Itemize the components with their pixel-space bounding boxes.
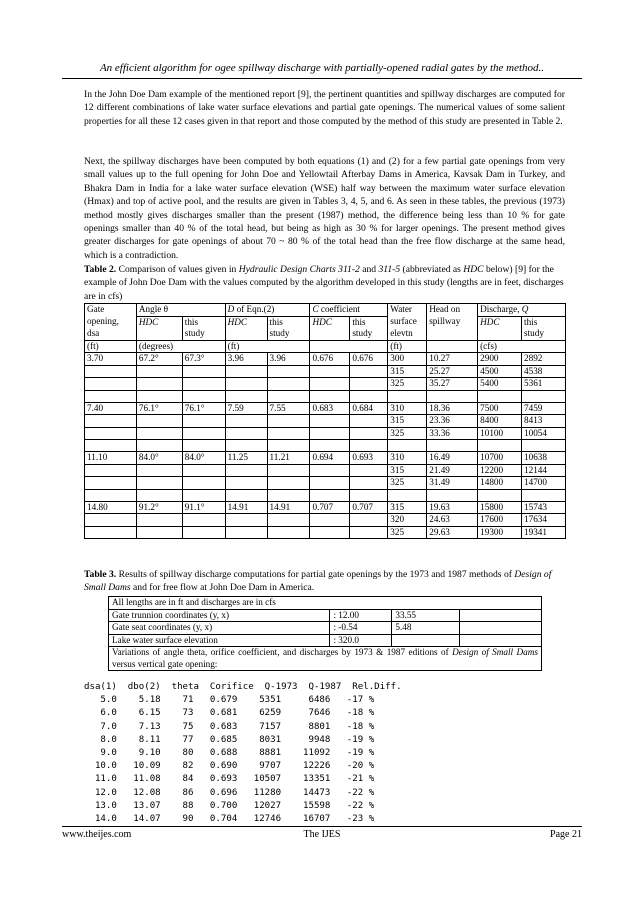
caption-italic: Design of Small Dams — [84, 569, 552, 594]
cell-d-this: 3.96 — [267, 353, 310, 366]
cell-head: 18.36 — [427, 402, 478, 415]
header-this — [350, 316, 388, 340]
header-water: Water — [388, 304, 427, 317]
cell-opening — [85, 378, 137, 391]
cell-angle-this — [182, 477, 225, 490]
table-row — [85, 402, 566, 415]
spacer-row — [85, 390, 566, 402]
data-line: 14.0 14.07 90 0.704 12746 16707 -23 % — [84, 814, 375, 825]
empty-cell — [310, 440, 350, 452]
header-text: this — [524, 316, 538, 327]
empty-cell — [427, 390, 478, 402]
caption-italic: 311-5 — [378, 264, 401, 275]
caption-italic: HDC — [463, 264, 484, 275]
cell-angle-hdc: 91.2° — [136, 501, 182, 514]
table-3 — [108, 596, 542, 671]
caption-text: and — [359, 264, 379, 275]
cell-q-this: 19341 — [522, 526, 566, 539]
empty-cell — [522, 489, 566, 501]
cell-opening — [85, 514, 137, 527]
cell-d-hdc — [225, 514, 267, 527]
data-line: 6.0 6.15 73 0.681 6259 7646 -18 % — [84, 708, 375, 719]
unit-cell — [427, 340, 478, 353]
cell-d-hdc — [225, 477, 267, 490]
cell-d-this — [267, 415, 310, 428]
header-text: study — [184, 328, 205, 338]
cell-c-hdc: 0.683 — [310, 402, 350, 415]
unit-cell: (degrees) — [136, 340, 225, 353]
empty-cell — [182, 440, 225, 452]
cell-d-this — [267, 526, 310, 539]
units-note: All lengths are in ft and discharges are in cfs — [109, 597, 542, 610]
header-text: this — [269, 316, 283, 327]
cell-angle-this: 76.1° — [182, 402, 225, 415]
cell-q-this: 10638 — [522, 452, 566, 465]
cell-q-hdc: 8400 — [478, 415, 522, 428]
cell-d-hdc — [225, 365, 267, 378]
empty-cell — [478, 390, 522, 402]
cell-wse: 320 — [388, 514, 427, 527]
cell-q-hdc: 5400 — [478, 378, 522, 391]
cell-opening — [85, 526, 137, 539]
cell-c-hdc — [310, 415, 350, 428]
cell-c-this: 0.684 — [350, 402, 388, 415]
cell-angle-hdc — [136, 427, 182, 440]
empty-cell — [85, 489, 137, 501]
header-text: Discharge, — [480, 304, 522, 314]
spacer-row — [85, 440, 566, 452]
cell-c-hdc: 0.694 — [310, 452, 350, 465]
header-text: elevtn — [390, 327, 413, 338]
header-d — [225, 304, 310, 317]
cell-head: 25.27 — [427, 365, 478, 378]
cell-c-hdc — [310, 514, 350, 527]
cell-c-this: 0.707 — [350, 501, 388, 514]
table-row — [85, 477, 566, 490]
cell-head: 21.49 — [427, 464, 478, 477]
header-rule — [62, 78, 582, 79]
empty-cell — [225, 390, 267, 402]
footer-rule — [62, 826, 582, 827]
cell-opening — [85, 464, 137, 477]
empty-cell — [522, 440, 566, 452]
spacer-row — [85, 489, 566, 501]
cell-q-this: 8413 — [522, 415, 566, 428]
cell-q-hdc: 17600 — [478, 514, 522, 527]
cell-c-this — [350, 464, 388, 477]
table3-row — [109, 609, 542, 622]
empty-cell — [388, 390, 427, 402]
trunnion-x: 33.55 — [392, 609, 460, 622]
empty-cell — [85, 440, 137, 452]
cell-wse: 310 — [388, 402, 427, 415]
cell-angle-hdc — [136, 378, 182, 391]
cell-wse: 325 — [388, 477, 427, 490]
data-line: 11.0 11.08 84 0.693 10507 13351 -21 % — [84, 774, 375, 785]
data-line: 10.0 10.09 82 0.690 9707 12226 -20 % — [84, 761, 375, 772]
empty-cell — [460, 609, 542, 622]
cell-d-this: 7.55 — [267, 402, 310, 415]
cell-c-this: 0.693 — [350, 452, 388, 465]
cell-c-hdc — [310, 477, 350, 490]
empty-cell — [460, 634, 542, 647]
cell-d-hdc — [225, 464, 267, 477]
paragraph-1: In the John Doe Dam example of the mentioned report [9], the pertinent quantities and spillway discharges are computed for 12 different combinations of lake water surface elevations and partial gate openings. The numerical values of some salient properties for all these 12 cases given in that report and those computed by the method of this study are presented in Table 2. — [84, 89, 565, 127]
table2-header-row — [85, 316, 566, 340]
header-this — [267, 316, 310, 340]
unit-cell: (ft) — [85, 340, 137, 353]
cell-angle-this — [182, 427, 225, 440]
table-row — [85, 514, 566, 527]
cell-angle-hdc — [136, 514, 182, 527]
cell-q-this: 2892 — [522, 353, 566, 366]
unit-cell — [310, 340, 388, 353]
cell-d-hdc — [225, 415, 267, 428]
cell-head: 23.36 — [427, 415, 478, 428]
cell-angle-hdc — [136, 477, 182, 490]
data-line: 12.0 12.08 86 0.696 11280 14473 -22 % — [84, 787, 375, 798]
cell-d-hdc — [225, 427, 267, 440]
caption-text: and for free flow at John Doe Dam in America. — [130, 582, 315, 594]
header-text: Gate — [87, 304, 105, 314]
empty-cell — [136, 489, 182, 501]
caption-italic: Hydraulic Design Charts 311-2 — [238, 264, 360, 275]
cell-d-hdc: 14.91 — [225, 501, 267, 514]
cell-c-this — [350, 477, 388, 490]
cell-d-this: 14.91 — [267, 501, 310, 514]
header-hdc: HDC — [478, 316, 522, 340]
cell-q-hdc: 7500 — [478, 402, 522, 415]
cell-c-hdc — [310, 427, 350, 440]
table2-body — [85, 304, 566, 539]
table2-header-row — [85, 304, 566, 317]
table-2 — [84, 303, 566, 539]
cell-head: 10.27 — [427, 353, 478, 366]
cell-opening: 7.40 — [85, 402, 137, 415]
cell-angle-hdc — [136, 415, 182, 428]
table3-label: Table 3. — [84, 569, 117, 580]
cell-angle-hdc: 84.0° — [136, 452, 182, 465]
caption-text: below) [9] for the example of John Doe Dam with the values computed by the algorithm developed in this study (lengths are in feet, discharges are in cfs) — [84, 264, 564, 302]
cell-head: 33.36 — [427, 427, 478, 440]
cell-wse: 315 — [388, 415, 427, 428]
cell-q-hdc: 15800 — [478, 501, 522, 514]
paragraph-2: Next, the spillway discharges have been computed by both equations (1) and (2) for a few partial gate openings from very small values up to the full opening for John Doe and Yellowtail Afterbay Dams in America, Kavsak Dam in Turkey, and Bhakra Dam in India for a lake water surface elevation (WSE) half way between the maximum water surface elevation (Hmax) and top of active pool, and the results are given in Tables 3, 4, 5, and 6. As seen in these tables, the previous (1973) method mostly gives discharges smaller than the present (1987) method, the difference being less than 10 % for gate openings smaller than 40 % of the total head, but being as high as 30 % for larger openings. The present method gives greater discharges for gate openings of about 70 ~ 80 % of the total head than the free flow discharge at the same head, which is a contradiction. — [84, 156, 565, 261]
trunnion-label: Gate trunnion coordinates (y, x) — [109, 609, 330, 622]
header-hdc: HDC — [136, 316, 182, 340]
cell-q-this: 17634 — [522, 514, 566, 527]
header-this — [522, 316, 566, 340]
footer-journal: The IJES — [303, 829, 341, 840]
cell-angle-hdc — [136, 464, 182, 477]
cell-d-this — [267, 378, 310, 391]
cell-d-hdc: 3.96 — [225, 353, 267, 366]
cell-angle-this: 67.3° — [182, 353, 225, 366]
header-gate — [85, 304, 137, 317]
table3-data-block — [84, 681, 402, 826]
cell-c-hdc — [310, 464, 350, 477]
cell-wse: 300 — [388, 353, 427, 366]
empty-cell — [478, 489, 522, 501]
cell-q-this: 7459 — [522, 402, 566, 415]
seat-label: Gate seat coordinates (y, x) — [109, 622, 330, 635]
cell-d-this — [267, 477, 310, 490]
header-text: this — [352, 316, 366, 327]
header-text: study — [524, 328, 544, 338]
cell-head: 29.63 — [427, 526, 478, 539]
cell-wse: 325 — [388, 378, 427, 391]
cell-d-hdc: 7.59 — [225, 402, 267, 415]
lake-value: : 320.0 — [330, 634, 392, 647]
data-header-line: dsa(1) dbo(2) theta Corifice Q-1973 Q-1987 Rel.Diff. — [84, 682, 402, 692]
header-text: coefficient — [318, 304, 360, 314]
empty-cell — [392, 634, 460, 647]
cell-c-hdc — [310, 378, 350, 391]
header-c — [310, 304, 388, 317]
table2-caption — [84, 263, 565, 303]
cell-angle-this — [182, 526, 225, 539]
note-text: versus vertical gate opening: — [112, 658, 218, 669]
cell-d-this — [267, 514, 310, 527]
cell-c-hdc — [310, 526, 350, 539]
header-this — [182, 316, 225, 340]
cell-angle-hdc: 76.1° — [136, 402, 182, 415]
table-row — [85, 415, 566, 428]
table3-row — [109, 597, 542, 610]
cell-c-this — [350, 514, 388, 527]
empty-cell — [350, 390, 388, 402]
cell-opening — [85, 415, 137, 428]
cell-head: 31.49 — [427, 477, 478, 490]
cell-c-this — [350, 427, 388, 440]
empty-cell — [427, 440, 478, 452]
empty-cell — [350, 440, 388, 452]
cell-c-this — [350, 415, 388, 428]
header-text: Q — [521, 304, 529, 314]
table-row — [85, 526, 566, 539]
empty-cell — [388, 440, 427, 452]
unit-cell: (ft) — [388, 340, 427, 353]
cell-wse: 315 — [388, 501, 427, 514]
header-angle: Angle θ — [136, 304, 225, 317]
header-text: study — [352, 328, 373, 338]
seat-x: 5.48 — [392, 622, 460, 635]
footer-page-number: Page 21 — [550, 829, 582, 840]
header-hdc: HDC — [310, 316, 350, 340]
cell-angle-this — [182, 415, 225, 428]
header-text: dsa — [87, 327, 100, 338]
table3-row — [109, 634, 542, 647]
cell-d-this — [267, 365, 310, 378]
cell-q-this: 10054 — [522, 427, 566, 440]
table2-label: Table 2. — [84, 264, 117, 275]
table-row — [85, 452, 566, 465]
cell-q-hdc: 4500 — [478, 365, 522, 378]
cell-d-hdc: 11.25 — [225, 452, 267, 465]
caption-text: Comparison of values given in — [116, 264, 239, 275]
table-row — [85, 353, 566, 366]
table3-row — [109, 622, 542, 635]
cell-q-this: 14700 — [522, 477, 566, 490]
empty-cell — [267, 489, 310, 501]
cell-angle-this — [182, 378, 225, 391]
cell-c-this — [350, 378, 388, 391]
cell-c-this: 0.676 — [350, 353, 388, 366]
trunnion-y: : 12.00 — [330, 609, 392, 622]
header-head: Head on — [427, 304, 478, 317]
unit-cell: (ft) — [225, 340, 310, 353]
table-row — [85, 378, 566, 391]
header-text: C — [312, 304, 319, 314]
cell-q-this: 5361 — [522, 378, 566, 391]
empty-cell — [182, 489, 225, 501]
cell-q-hdc: 10700 — [478, 452, 522, 465]
data-line: 9.0 9.10 80 0.688 8881 11092 -19 % — [84, 748, 375, 759]
seat-y: : -0.54 — [330, 622, 392, 635]
header-discharge — [478, 304, 566, 317]
cell-wse: 315 — [388, 365, 427, 378]
header-text: of Eqn.(2) — [234, 304, 275, 314]
cell-angle-hdc: 67.2° — [136, 353, 182, 366]
empty-cell — [136, 440, 182, 452]
cell-angle-hdc — [136, 526, 182, 539]
cell-q-hdc: 19300 — [478, 526, 522, 539]
cell-d-hdc — [225, 378, 267, 391]
data-line: 13.0 13.07 88 0.700 12027 15598 -22 % — [84, 800, 375, 811]
footer-website: www.theijes.com — [62, 829, 132, 840]
cell-opening: 14.80 — [85, 501, 137, 514]
header-text: this — [184, 316, 199, 327]
cell-c-hdc: 0.676 — [310, 353, 350, 366]
cell-angle-hdc — [136, 365, 182, 378]
table2-units-row — [85, 340, 566, 353]
cell-angle-this — [182, 365, 225, 378]
cell-d-this — [267, 464, 310, 477]
empty-cell — [182, 390, 225, 402]
cell-c-this — [350, 365, 388, 378]
cell-opening — [85, 427, 137, 440]
empty-cell — [427, 489, 478, 501]
cell-d-this: 11.21 — [267, 452, 310, 465]
cell-q-this: 12144 — [522, 464, 566, 477]
table-row — [85, 501, 566, 514]
header-spillway: spillway — [427, 316, 478, 340]
cell-q-hdc: 14800 — [478, 477, 522, 490]
cell-head: 35.27 — [427, 378, 478, 391]
empty-cell — [388, 489, 427, 501]
cell-opening: 11.10 — [85, 452, 137, 465]
cell-opening — [85, 477, 137, 490]
empty-cell — [522, 390, 566, 402]
cell-wse: 315 — [388, 464, 427, 477]
cell-q-hdc: 12200 — [478, 464, 522, 477]
note-text: Variations of angle theta, orifice coefficient, and discharges by 1973 & 1987 editions of — [112, 647, 453, 657]
header-text: study — [269, 328, 290, 338]
cell-opening: 3.70 — [85, 353, 137, 366]
cell-opening — [85, 365, 137, 378]
cell-wse: 325 — [388, 427, 427, 440]
empty-cell — [267, 440, 310, 452]
data-line: 5.0 5.18 71 0.679 5351 6486 -17 % — [84, 695, 375, 706]
cell-angle-this: 91.1° — [182, 501, 225, 514]
empty-cell — [225, 440, 267, 452]
data-line: 7.0 7.13 75 0.683 7157 8801 -18 % — [84, 721, 375, 732]
header-text: opening, — [87, 316, 119, 326]
table3-caption — [84, 568, 565, 595]
header-opening — [85, 316, 137, 340]
header-hdc: HDC — [225, 316, 267, 340]
empty-cell — [267, 390, 310, 402]
cell-head: 19.63 — [427, 501, 478, 514]
lake-label: Lake water surface elevation — [109, 634, 330, 647]
empty-cell — [478, 440, 522, 452]
cell-q-hdc: 10100 — [478, 427, 522, 440]
header-surface — [388, 316, 427, 340]
cell-head: 24.63 — [427, 514, 478, 527]
data-line: 8.0 8.11 77 0.685 8031 9948 -19 % — [84, 734, 375, 745]
cell-q-this: 15743 — [522, 501, 566, 514]
cell-c-hdc: 0.707 — [310, 501, 350, 514]
cell-d-hdc — [225, 526, 267, 539]
cell-wse: 325 — [388, 526, 427, 539]
note-italic: Design of Small Dams — [452, 647, 538, 657]
caption-text: Results of spillway discharge computations for partial gate openings by the 1973 and 1987 methods of — [116, 569, 515, 580]
cell-angle-this — [182, 514, 225, 527]
empty-cell — [136, 390, 182, 402]
header-text: surface — [390, 316, 417, 326]
cell-d-this — [267, 427, 310, 440]
cell-q-hdc: 2900 — [478, 353, 522, 366]
cell-wse: 310 — [388, 452, 427, 465]
empty-cell — [350, 489, 388, 501]
empty-cell — [460, 622, 542, 635]
table3-row — [109, 647, 542, 671]
cell-c-hdc — [310, 365, 350, 378]
empty-cell — [85, 390, 137, 402]
cell-q-this: 4538 — [522, 365, 566, 378]
empty-cell — [310, 489, 350, 501]
cell-head: 16.49 — [427, 452, 478, 465]
header-text: D — [227, 304, 235, 314]
cell-c-this — [350, 526, 388, 539]
empty-cell — [310, 390, 350, 402]
empty-cell — [225, 489, 267, 501]
table-row — [85, 365, 566, 378]
caption-text: (abbreviated as — [400, 264, 464, 275]
unit-cell: (cfs) — [478, 340, 566, 353]
cell-angle-this — [182, 464, 225, 477]
table-row — [85, 427, 566, 440]
table-row — [85, 464, 566, 477]
cell-angle-this: 84.0° — [182, 452, 225, 465]
variations-note — [109, 647, 542, 671]
running-title: An efficient algorithm for ogee spillway discharge with partially-opened radial gates by the method.. — [99, 62, 545, 74]
